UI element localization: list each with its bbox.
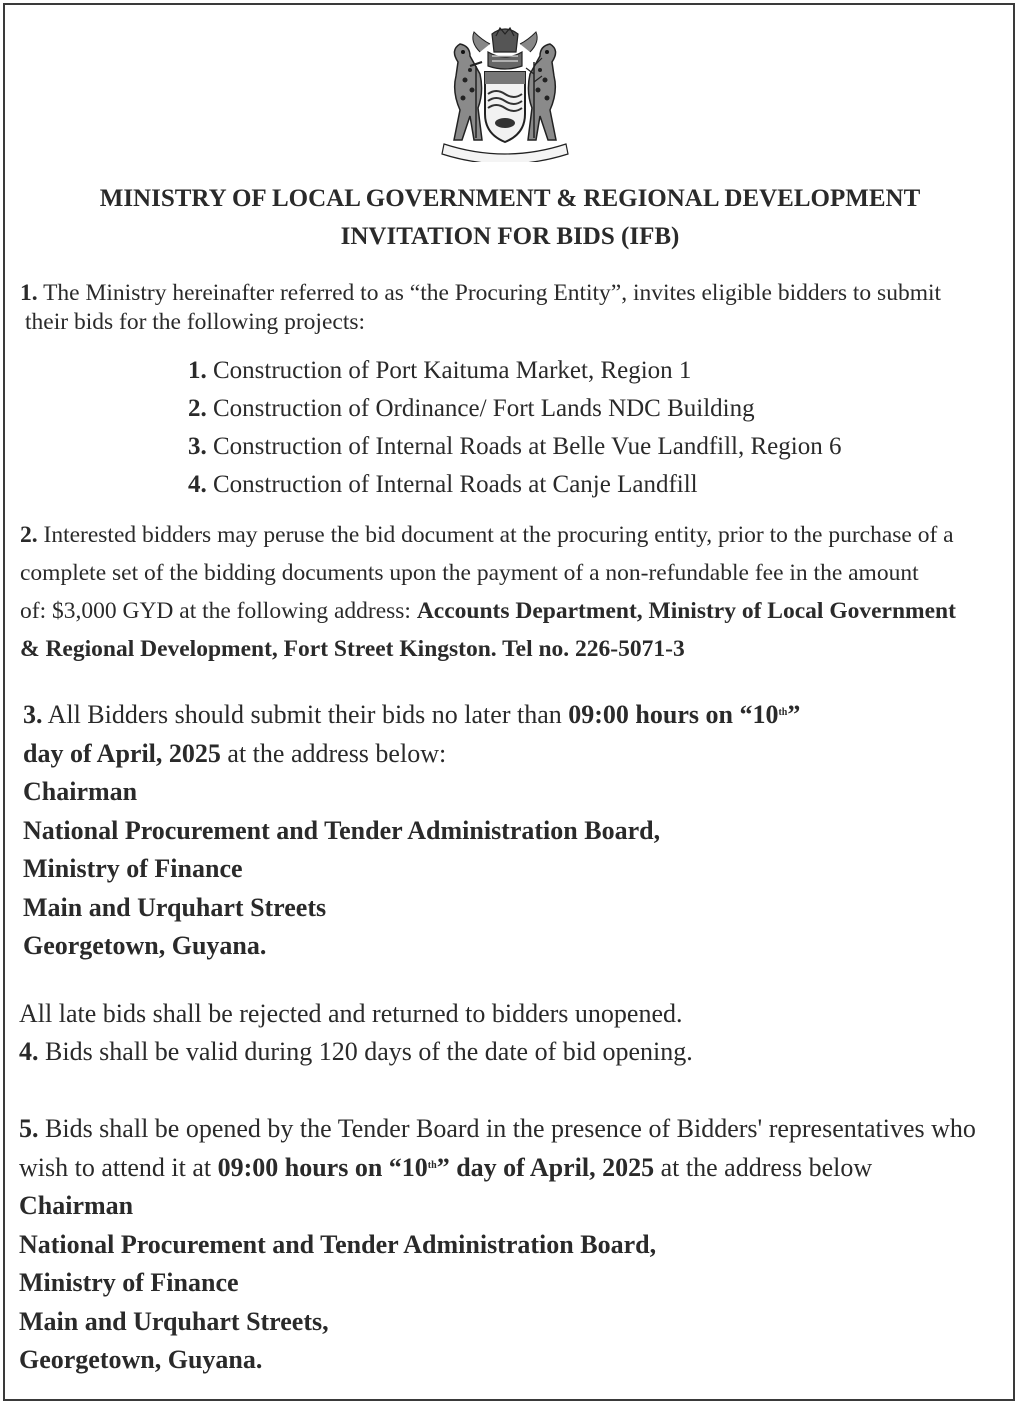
fee-text: of: $3,000 GYD at the following address:	[20, 598, 417, 624]
address-line: Ministry of Finance	[19, 1268, 239, 1297]
accounts-address-contd: & Regional Development, Fort Street Kingston. Tel no. 226-5071-3	[20, 636, 685, 662]
project-text: Construction of Internal Roads at Belle Vue Landfill, Region 6	[206, 433, 842, 460]
address-line: Chairman	[23, 777, 138, 806]
section-3-block	[23, 696, 800, 966]
section-3-text: All Bidders should submit their bids no later than	[42, 700, 569, 729]
section-5-line-2	[19, 1149, 976, 1188]
coat-of-arms-emblem	[430, 22, 580, 162]
address-line: National Procurement and Tender Administration Board,	[19, 1229, 657, 1259]
accounts-address: Accounts Department, Ministry of Local Government	[416, 598, 956, 624]
section-5-text: Bids shall be opened by the Tender Board in the presence of Bidders' representatives who	[38, 1114, 976, 1143]
project-number: 3.	[188, 433, 207, 460]
address-line: Main and Urquhart Streets	[23, 892, 327, 922]
project-text: Construction of Port Kaituma Market, Region 1	[206, 357, 692, 384]
submission-deadline: 09:00 hours on “10th”	[568, 700, 801, 729]
submission-date: day of April, 2025	[23, 738, 221, 768]
section-5-line-1	[19, 1110, 976, 1149]
section-3-number: 3.	[23, 700, 43, 729]
ifb-title: INVITATION FOR BIDS (IFB)	[340, 223, 680, 250]
late-bids-note: All late bids shall be rejected and returned to bidders unopened.	[19, 999, 683, 1028]
project-list	[188, 352, 841, 504]
section-2-line-2: complete set of the bidding documents upon the payment of a non-refundable fee in the amount	[20, 560, 919, 586]
project-number: 2.	[188, 395, 207, 422]
section-2-number: 2.	[20, 522, 38, 548]
section-1-text: The Ministry hereinafter referred to as “the Procuring Entity”, invites eligible bidders to submit	[37, 280, 942, 306]
ministry-title: MINISTRY OF LOCAL GOVERNMENT & REGIONAL DEVELOPMENT	[99, 185, 921, 212]
section-2-block	[20, 516, 956, 668]
section-5-text-contd: wish to attend it at	[19, 1152, 218, 1182]
address-line: National Procurement and Tender Administration Board,	[23, 815, 661, 845]
section-2-line-3	[20, 592, 956, 630]
project-item	[188, 466, 841, 504]
section-2-line-4	[20, 630, 956, 668]
project-text: Construction of Ordinance/ Fort Lands NDC Building	[206, 395, 755, 422]
submission-address	[23, 773, 800, 966]
section-4-line	[19, 1033, 693, 1072]
address-line: Chairman	[19, 1191, 134, 1220]
section-4-text: Bids shall be valid during 120 days of the date of bid opening.	[38, 1037, 693, 1066]
opening-time: 09:00 hours on “10th” day of April, 2025	[217, 1152, 655, 1182]
section-5-text-end: at the address below	[654, 1152, 873, 1182]
section-2-line-1	[20, 516, 956, 554]
section-3-line-2	[23, 735, 800, 774]
address-line: Main and Urquhart Streets,	[19, 1306, 329, 1336]
project-number: 4.	[188, 471, 207, 498]
address-line: Ministry of Finance	[23, 854, 243, 883]
project-number: 1.	[188, 357, 207, 384]
section-4-number: 4.	[19, 1037, 39, 1066]
section-5-block	[19, 1110, 976, 1380]
section-1-line-2: their bids for the following projects:	[25, 309, 366, 335]
section-5-number: 5.	[19, 1114, 39, 1143]
section-3-line-1	[23, 696, 800, 735]
project-item	[188, 390, 841, 428]
project-item	[188, 352, 841, 390]
opening-address	[19, 1187, 976, 1380]
project-item	[188, 428, 841, 466]
section-1-number: 1.	[20, 280, 38, 306]
address-line: Georgetown, Guyana.	[23, 931, 267, 960]
address-line: Georgetown, Guyana.	[19, 1345, 263, 1374]
project-text: Construction of Internal Roads at Canje Landfill	[206, 471, 698, 498]
section-3-text-contd: at the address below:	[220, 738, 447, 768]
section-2-text: Interested bidders may peruse the bid document at the procuring entity, prior to the purchase of a	[37, 522, 954, 548]
